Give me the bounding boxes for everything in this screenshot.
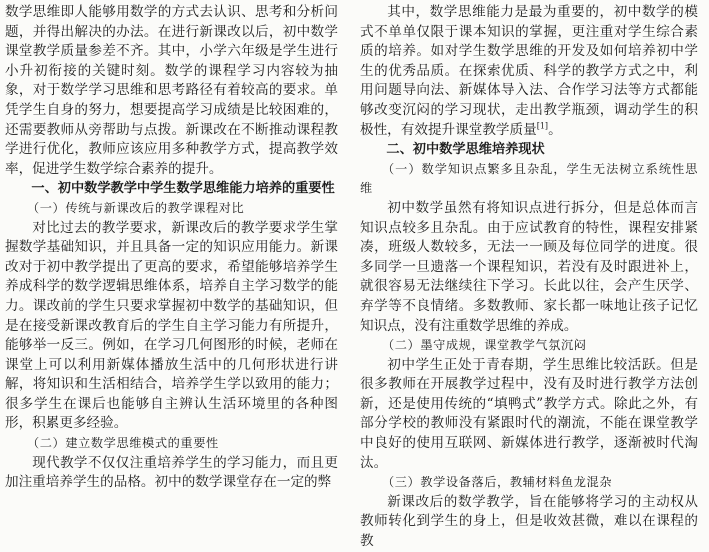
section-heading-1: 一、初中数学教学中学生数学思维能力培养的重要性: [31, 181, 335, 197]
citation-ref: [1]: [536, 121, 549, 131]
subsection-heading-1-1: （一）传统与新课改后的教学课程对比: [26, 200, 245, 215]
section-heading-2: 二、初中数学思维培养现状: [386, 142, 545, 158]
left-column: [5, 3, 338, 493]
subsection-heading-2-2: （二）墨守成规，课堂教学气氛沉闷: [381, 338, 587, 353]
body-text: 其中，数学思维能力是最为重要的，初中数学的模式不单单仅限于课本知识的掌握，更注重对学生综合素质的培养。如对学生数学思维的开发及如何培养初中学生的优秀品质。在探索优质、科学的教学方式之中，利用问题导向法、新媒体导入法、合作学习法等方式都能够改变沉闷的学习现状，走出教学瓶颈，调动学生的积极性，有效提升课堂教学质量: [360, 4, 698, 138]
intro-paragraph: 数学思维即人能够用数学的方式去认识、思考和分析问题，并得出解决的办法。在进行新课改以后，初中数学课堂教学质量参差不齐。其中，小学六年级是学生进行小升初衔接的关键时刻。数学的课程学习内容较为抽象，对于数学学习思维和思考路径有着较高的要求。单凭学生自身的努力，想要提高学习成绩是比较困难的，还需要教师从旁帮助与点拨。新课改在不断推动课程教学进行优化，教师应该应用多种教学方式，提高教学效率，促进学生数学综合素养的提升。: [5, 4, 338, 177]
body-paragraph-1-2: 现代教学不仅仅注重培养学生的学习能力，而且更加注重培养学生的品格。初中的数学课堂存在一定的弊: [5, 454, 338, 491]
body-text-tail: 。: [548, 121, 562, 138]
body-paragraph-2-3: 新课改后的数学教学，旨在能够将学习的主动权从教师转化到学生的身上，但是收效甚微，难以在课程的教: [360, 493, 698, 550]
subsection-heading-2-1: （一）数学知识点繁多且杂乱，学生无法树立系统性思维: [360, 161, 698, 196]
body-paragraph-1-1: 对比过去的教学要求，新课改后的教学要求学生掌握数学基础知识，并且具备一定的知识应用能力。新课改对于初中教学提出了更高的要求，希望能够培养学生养成科学的数学逻辑思维体系，培养自主学习数学的能力。课改前的学生只要求掌握初中数学的基础知识，但是在接受新课改教育后的学生自主学习能力有所提升，能够举一反三。例如，在学习几何图形的时候，老师在课堂上可以利用新媒体播放生活中的几何形状进行讲解，将知识和生活相结合，培养学生学以致用的能力；很多学生在课后也能够自主辨认生活环境里的各种图形，积累更多经验。: [5, 219, 338, 432]
right-column: [360, 3, 698, 552]
subsection-heading-2-3: （三）教学设备落后，教辅材料鱼龙混杂: [381, 475, 613, 490]
body-paragraph-1-2-cont: [360, 3, 698, 140]
subsection-heading-1-2: （二）建立数学思维模式的重要性: [26, 436, 219, 451]
body-paragraph-2-1: 初中数学虽然有将知识点进行拆分，但是总体而言知识点较多且杂乱。由于应试教育的特性，课程安排紧凑，班级人数较多，无法一一顾及每位同学的进度。很多同学一旦遗落一个课程知识，若没有及时跟进补上，就很容易无法继续往下学习。长此以往，会产生厌学、弃学等不良情绪。多数教师、家长都一味地让孩子记忆知识点，没有注重数学思维的养成。: [360, 199, 698, 334]
body-paragraph-2-2: 初中学生正处于青春期，学生思维比较活跃。但是很多教师在开展教学过程中，没有及时进行教学方法创新，还是使用传统的“填鸭式”教学方式。除此之外，有部分学校的教师没有紧跟时代的潮流，不能在课堂教学中良好的使用互联网、新媒体进行教学，逐渐被时代淘汰。: [360, 356, 698, 471]
